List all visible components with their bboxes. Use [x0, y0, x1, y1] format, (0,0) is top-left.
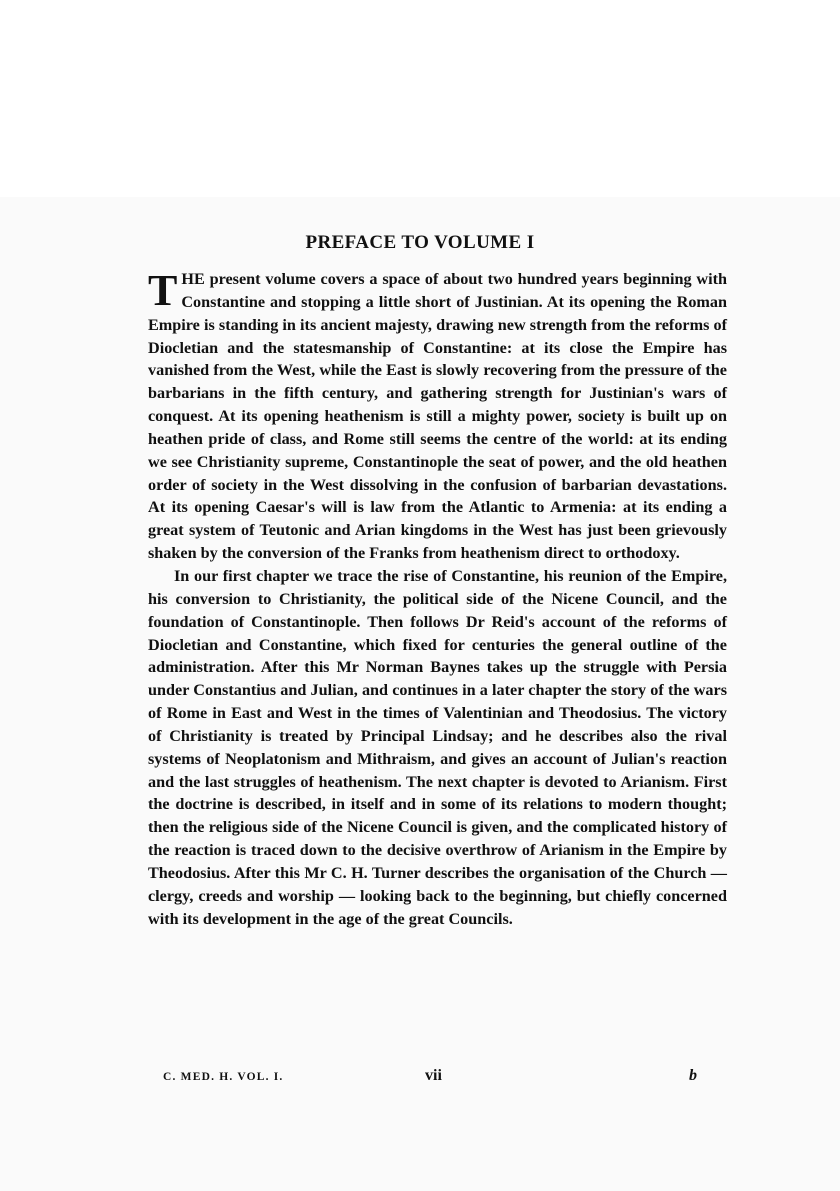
- gathering-mark: b: [689, 1067, 697, 1084]
- footer-signature: C. MED. H. VOL. I.: [163, 1071, 284, 1083]
- paragraph-1: [148, 268, 727, 565]
- preface-body: [148, 268, 727, 930]
- drop-cap: T: [148, 266, 178, 315]
- paragraph-1-text: present volume covers a space of about two hundred years beginning with Constantine and stopping a little short of Justinian. At its opening the Roman Empire is standing in its ancient majesty, drawing new strength from the reforms of Diocletian and the statesmanship of Constantine: at its close the Empire has vanished from the West, while the East is slowly recovering from the pressure of the barbarians in the fifth century, and gathering strength for Justinian's wars of conquest. At its opening heathenism is still a mighty power, society is built up on heathen pride of class, and Rome still seems the centre of the world: at its ending we see Christianity supreme, Constantinople the seat of power, and the old heathen order of society in the West dissolving in the confusion of barbarian devastations. At its opening Caesar's will is law from the Atlantic to Armenia: at its ending a great system of Teutonic and Arian kingdoms in the West has just been grievously shaken by the conversion of the Franks from heathenism direct to orthodoxy.: [148, 270, 727, 563]
- page-footer: [0, 1067, 840, 1089]
- first-word-rest: HE: [181, 270, 205, 288]
- page-title: PREFACE TO VOLUME I: [305, 231, 535, 253]
- page-number: vii: [425, 1067, 442, 1084]
- paragraph-2: In our first chapter we trace the rise of Constantine, his reunion of the Empire, his conversion to Christianity, the political side of the Nicene Council, and the foundation of Constantinople. Then follows Dr Reid's account of the reforms of Diocletian and Constantine, which fixed for centuries the general outline of the administration. After this Mr Norman Baynes takes up the struggle with Persia under Constantius and Julian, and continues in a later chapter the story of the wars of Rome in East and West in the times of Valentinian and Theodosius. The victory of Christianity is treated by Principal Lindsay; and he describes also the rival systems of Neoplatonism and Mithraism, and gives an account of Julian's reaction and the last struggles of heathenism. The next chapter is devoted to Arianism. First the doctrine is described, in itself and in some of its relations to modern thought; then the religious side of the Nicene Council is given, and the complicated history of the reaction is traced down to the decisive overthrow of Arianism in the Empire by Theodosius. After this Mr C. H. Turner describes the organisation of the Church — clergy, creeds and worship — looking back to the beginning, but chiefly concerned with its development in the age of the great Councils.: [148, 566, 727, 928]
